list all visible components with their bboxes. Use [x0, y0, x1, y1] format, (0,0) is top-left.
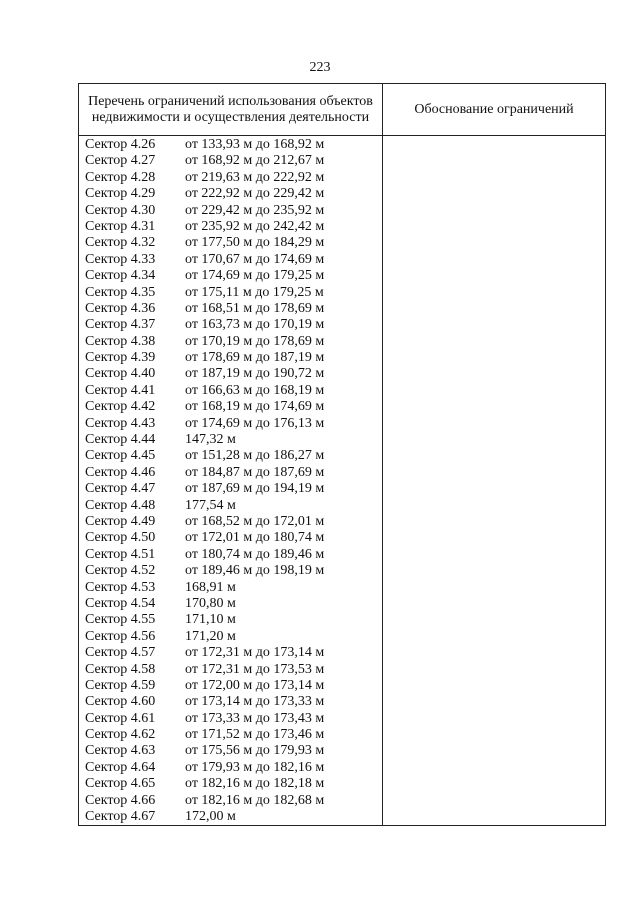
table-row	[79, 285, 382, 301]
sector-label: Сектор 4.30	[85, 202, 156, 218]
sector-label: Сектор 4.48	[85, 497, 156, 513]
table-row	[79, 170, 382, 186]
sector-label: Сектор 4.46	[85, 464, 156, 480]
sector-label: Сектор 4.59	[85, 677, 156, 693]
restrictions-table	[78, 83, 606, 826]
table-row	[79, 252, 382, 268]
height-range: от 182,16 м до 182,18 м	[185, 776, 325, 792]
table-row	[79, 481, 382, 497]
sector-label: Сектор 4.53	[85, 579, 156, 595]
height-range: 171,20 м	[185, 628, 236, 644]
sector-label: Сектор 4.51	[85, 546, 156, 562]
sector-label: Сектор 4.65	[85, 776, 156, 792]
sector-label: Сектор 4.50	[85, 530, 156, 546]
table-row	[79, 498, 382, 514]
height-range: 172,00 м	[185, 809, 236, 825]
table-row	[79, 612, 382, 628]
sector-label: Сектор 4.62	[85, 727, 156, 743]
sector-list-cell	[79, 136, 383, 826]
height-range: от 175,56 м до 179,93 м	[185, 743, 325, 759]
height-range: 170,80 м	[185, 595, 236, 611]
sector-label: Сектор 4.64	[85, 759, 156, 775]
height-range: от 170,19 м до 178,69 м	[185, 333, 325, 349]
height-range: 147,32 м	[185, 432, 236, 448]
page-number: 223	[309, 60, 331, 75]
table-row	[79, 711, 382, 727]
sector-label: Сектор 4.35	[85, 284, 156, 300]
height-range: от 171,52 м до 173,46 м	[185, 727, 325, 743]
height-range: от 177,50 м до 184,29 м	[185, 235, 325, 251]
table-row	[79, 432, 382, 448]
height-range: от 168,52 м до 172,01 м	[185, 513, 325, 529]
height-range: от 178,69 м до 187,19 м	[185, 350, 325, 366]
sector-label: Сектор 4.63	[85, 743, 156, 759]
height-range: 171,10 м	[185, 612, 236, 628]
table-row	[79, 137, 382, 153]
height-range: от 173,33 м до 173,43 м	[185, 710, 325, 726]
sector-label: Сектор 4.45	[85, 448, 156, 464]
table-row	[79, 235, 382, 251]
sector-label: Сектор 4.66	[85, 792, 156, 808]
height-range: от 187,69 м до 194,19 м	[185, 481, 325, 497]
table-row	[79, 760, 382, 776]
justification-cell	[383, 136, 606, 826]
height-range: от 175,11 м до 179,25 м	[185, 284, 324, 300]
table-row	[79, 186, 382, 202]
table-row	[79, 465, 382, 481]
height-range: от 166,63 м до 168,19 м	[185, 382, 325, 398]
table-row	[79, 448, 382, 464]
table-row	[79, 153, 382, 169]
table-row	[79, 743, 382, 759]
sector-label: Сектор 4.36	[85, 300, 156, 316]
table-row	[79, 334, 382, 350]
sector-label: Сектор 4.28	[85, 169, 156, 185]
table-row	[79, 366, 382, 382]
table-row	[79, 416, 382, 432]
sector-label: Сектор 4.44	[85, 432, 156, 448]
sector-label: Сектор 4.41	[85, 382, 156, 398]
height-range: от 172,31 м до 173,14 м	[185, 645, 325, 661]
sector-label: Сектор 4.52	[85, 563, 156, 579]
sector-label: Сектор 4.39	[85, 350, 156, 366]
height-range: от 180,74 м до 189,46 м	[185, 546, 325, 562]
height-range: от 174,69 м до 176,13 м	[185, 415, 325, 431]
sector-label: Сектор 4.40	[85, 366, 156, 382]
height-range: от 163,73 м до 170,19 м	[185, 317, 325, 333]
height-range: от 133,93 м до 168,92 м	[185, 137, 325, 152]
sector-label: Сектор 4.33	[85, 251, 156, 267]
height-range: от 173,14 м до 173,33 м	[185, 694, 325, 710]
sector-label: Сектор 4.56	[85, 628, 156, 644]
table-row	[79, 350, 382, 366]
sector-label: Сектор 4.31	[85, 218, 156, 234]
height-range: от 235,92 м до 242,42 м	[185, 218, 325, 234]
sector-label: Сектор 4.26	[85, 137, 156, 152]
sector-label: Сектор 4.55	[85, 612, 156, 628]
table-row	[79, 514, 382, 530]
sector-label: Сектор 4.38	[85, 333, 156, 349]
height-range: 177,54 м	[185, 497, 236, 513]
table-row	[79, 793, 382, 809]
height-range: от 172,01 м до 180,74 м	[185, 530, 325, 546]
sector-label: Сектор 4.27	[85, 153, 156, 169]
table-row	[79, 399, 382, 415]
sector-label: Сектор 4.67	[85, 809, 156, 825]
table-row	[79, 317, 382, 333]
table-row	[79, 530, 382, 546]
sector-label: Сектор 4.32	[85, 235, 156, 251]
height-range: от 168,92 м до 212,67 м	[185, 153, 325, 169]
table-row	[79, 809, 382, 825]
height-range: от 172,00 м до 173,14 м	[185, 677, 325, 693]
sector-label: Сектор 4.54	[85, 595, 156, 611]
table-row	[79, 678, 382, 694]
height-range: от 189,46 м до 198,19 м	[185, 563, 325, 579]
sector-label: Сектор 4.60	[85, 694, 156, 710]
height-range: от 187,19 м до 190,72 м	[185, 366, 325, 382]
table-row	[79, 662, 382, 678]
table-row	[79, 776, 382, 792]
table-row	[79, 301, 382, 317]
sector-label: Сектор 4.47	[85, 481, 156, 497]
table-row	[79, 694, 382, 710]
table-row	[79, 727, 382, 743]
height-range: от 168,51 м до 178,69 м	[185, 300, 325, 316]
table-row	[79, 547, 382, 563]
header-restrictions-list: Перечень ограничений использования объектов недвижимости и осуществления деятельности	[79, 84, 383, 136]
table-row	[79, 596, 382, 612]
table-row	[79, 629, 382, 645]
height-range: от 174,69 м до 179,25 м	[185, 268, 325, 284]
table-row	[79, 219, 382, 235]
height-range: от 151,28 м до 186,27 м	[185, 448, 325, 464]
sector-label: Сектор 4.58	[85, 661, 156, 677]
header-justification: Обоснование ограничений	[383, 84, 606, 136]
table-header-row	[79, 84, 606, 136]
sector-label: Сектор 4.42	[85, 399, 156, 415]
sector-label: Сектор 4.37	[85, 317, 156, 333]
table-row	[79, 580, 382, 596]
sector-label: Сектор 4.57	[85, 645, 156, 661]
table-body-row	[79, 136, 606, 826]
height-range: от 172,31 м до 173,53 м	[185, 661, 325, 677]
height-range: от 222,92 м до 229,42 м	[185, 186, 325, 202]
table-row	[79, 383, 382, 399]
sector-label: Сектор 4.29	[85, 186, 156, 202]
table-row	[79, 268, 382, 284]
height-range: от 184,87 м до 187,69 м	[185, 464, 325, 480]
height-range: от 179,93 м до 182,16 м	[185, 759, 325, 775]
height-range: от 170,67 м до 174,69 м	[185, 251, 325, 267]
sector-label: Сектор 4.49	[85, 513, 156, 529]
height-range: от 168,19 м до 174,69 м	[185, 399, 325, 415]
sector-label: Сектор 4.34	[85, 268, 156, 284]
sector-label: Сектор 4.61	[85, 710, 156, 726]
table-row	[79, 563, 382, 579]
height-range: от 219,63 м до 222,92 м	[185, 169, 325, 185]
table-row	[79, 645, 382, 661]
height-range: от 229,42 м до 235,92 м	[185, 202, 325, 218]
sector-label: Сектор 4.43	[85, 415, 156, 431]
height-range: от 182,16 м до 182,68 м	[185, 792, 325, 808]
table-row	[79, 203, 382, 219]
height-range: 168,91 м	[185, 579, 236, 595]
